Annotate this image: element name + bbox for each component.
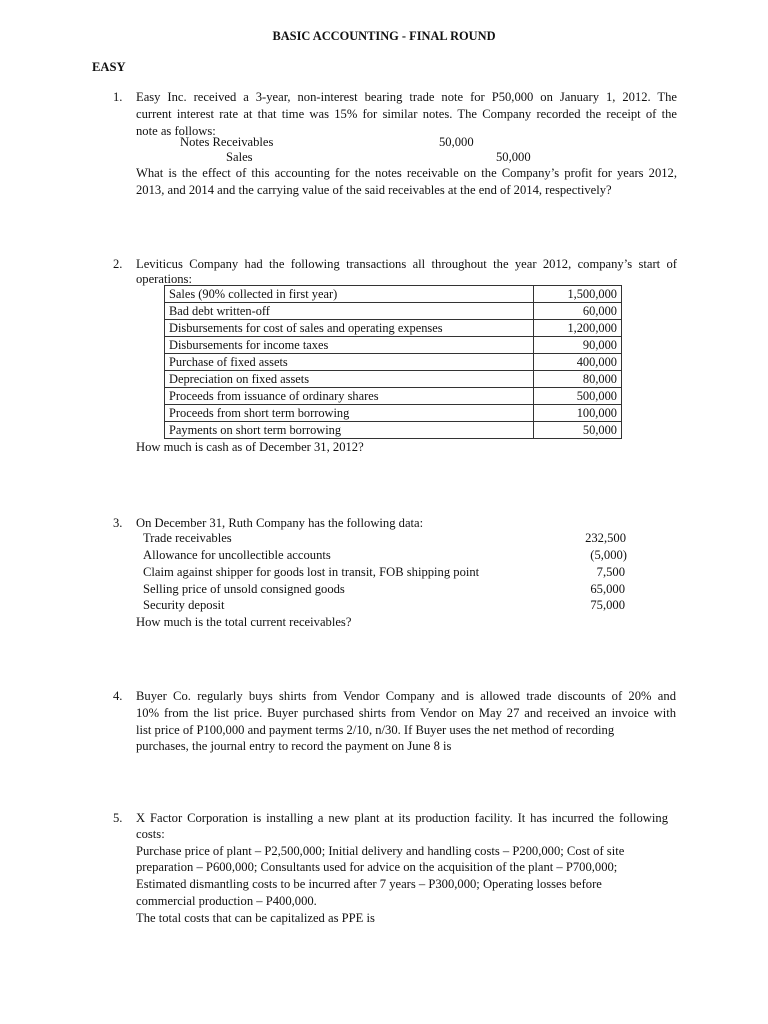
- table-cell-value: 60,000: [534, 303, 622, 320]
- item-value: 65,000: [590, 582, 625, 596]
- text-line: commercial production – P400,000.: [136, 893, 317, 908]
- text-line: costs:: [136, 826, 165, 841]
- item-value: 75,000: [590, 598, 625, 612]
- table-row: [165, 388, 622, 405]
- text-line: The total costs that can be capitalized as PPE is: [136, 910, 375, 925]
- table-row: [165, 286, 622, 303]
- item-value: 232,500: [585, 531, 626, 545]
- table-cell-value: 1,200,000: [534, 320, 622, 337]
- list-item: [143, 547, 625, 564]
- table-row: [165, 422, 622, 439]
- text-line: purchases, the journal entry to record the payment on June 8 is: [136, 739, 452, 754]
- item-label: Selling price of unsold consigned goods: [143, 582, 345, 596]
- table-cell-label: Proceeds from issuance of ordinary shares: [165, 388, 534, 405]
- question-number: 5.: [113, 811, 123, 825]
- table-cell-value: 400,000: [534, 354, 622, 371]
- page-title: BASIC ACCOUNTING - FINAL ROUND: [272, 29, 496, 43]
- table-row: [165, 320, 622, 337]
- table-row: [165, 371, 622, 388]
- text-line: operations:: [136, 271, 192, 286]
- table-row: [165, 405, 622, 422]
- table-cell-label: Payments on short term borrowing: [165, 422, 534, 439]
- table-cell-label: Purchase of fixed assets: [165, 354, 534, 371]
- text-line: X Factor Corporation is installing a new plant at its production facility. It has incurred the following: [136, 811, 668, 825]
- item-label: Trade receivables: [143, 531, 232, 545]
- entry-credit-account: Sales: [226, 150, 253, 164]
- table-cell-label: Proceeds from short term borrowing: [165, 405, 534, 422]
- table-cell-value: 100,000: [534, 405, 622, 422]
- table-cell-label: Bad debt written-off: [165, 303, 534, 320]
- list-item: [143, 564, 625, 581]
- list-item: [143, 597, 625, 614]
- table-row: [165, 337, 622, 354]
- text-line: note as follows:: [136, 123, 216, 138]
- text-line: Easy Inc. received a 3-year, non-interest bearing trade note for P50,000 on January 1, 2012. The: [136, 90, 677, 104]
- question-number: 3.: [113, 516, 123, 530]
- text-line: 10% from the list price. Buyer purchased shirts from Vendor on May 27 and received an invoice with: [136, 705, 676, 720]
- item-label: Security deposit: [143, 598, 225, 612]
- text-line: Buyer Co. regularly buys shirts from Vendor Company and is allowed trade discounts of 20% and: [136, 689, 676, 703]
- text-line: What is the effect of this accounting for the notes receivable on the Company’s profit for years 2012,: [136, 166, 677, 180]
- question-prompt: [136, 165, 677, 199]
- table-row: [165, 354, 622, 371]
- table-cell-value: 80,000: [534, 371, 622, 388]
- text-line: preparation – P600,000; Consultants used for advice on the acquisition of the plant – P700,000;: [136, 860, 618, 875]
- question-text: On December 31, Ruth Company has the following data:: [136, 516, 424, 530]
- list-item: [143, 530, 625, 547]
- question-number: 4.: [113, 689, 123, 703]
- entry-credit-amount: 50,000: [496, 150, 531, 164]
- question-prompt: How much is the total current receivables?: [136, 615, 352, 629]
- item-label: Allowance for uncollectible accounts: [143, 548, 331, 562]
- question-number: 1.: [113, 90, 123, 104]
- question-text: [136, 256, 677, 288]
- table-cell-label: Disbursements for income taxes: [165, 337, 534, 354]
- text-line: Leviticus Company had the following transactions all throughout the year 2012, company’s start of: [136, 257, 677, 271]
- table-cell-value: 1,500,000: [534, 286, 622, 303]
- question-text: [136, 810, 668, 927]
- item-value: (5,000): [590, 548, 627, 562]
- table-cell-value: 50,000: [534, 422, 622, 439]
- table-cell-label: Sales (90% collected in first year): [165, 286, 534, 303]
- section-heading: EASY: [92, 60, 126, 74]
- table-cell-label: Depreciation on fixed assets: [165, 371, 534, 388]
- item-label: Claim against shipper for goods lost in transit, FOB shipping point: [143, 565, 480, 579]
- table-cell-label: Disbursements for cost of sales and operating expenses: [165, 320, 534, 337]
- question-number: 2.: [113, 257, 123, 271]
- question-prompt: How much is cash as of December 31, 2012?: [136, 440, 364, 454]
- text-line: Estimated dismantling costs to be incurred after 7 years – P300,000; Operating losses before: [136, 877, 602, 892]
- text-line: current interest rate at that time was 15% for similar notes. The Company recorded the receipt of the: [136, 106, 677, 121]
- entry-debit-amount: 50,000: [439, 135, 474, 149]
- table-row: [165, 303, 622, 320]
- text-line: 2013, and 2014 and the carrying value of the said receivables at the end of 2014, respectively?: [136, 182, 612, 197]
- item-value: 7,500: [596, 565, 625, 579]
- question-text: [136, 688, 676, 755]
- list-item: [143, 581, 625, 598]
- table-cell-value: 500,000: [534, 388, 622, 405]
- text-line: list price of P100,000 and payment terms 2/10, n/30. If Buyer uses the net method of recording: [136, 722, 615, 737]
- question-text: [136, 89, 677, 139]
- transactions-table: [164, 285, 622, 439]
- table-cell-value: 90,000: [534, 337, 622, 354]
- entry-debit-account: Notes Receivables: [180, 135, 274, 149]
- text-line: Purchase price of plant – P2,500,000; Initial delivery and handling costs – P200,000; Cost of site: [136, 843, 625, 858]
